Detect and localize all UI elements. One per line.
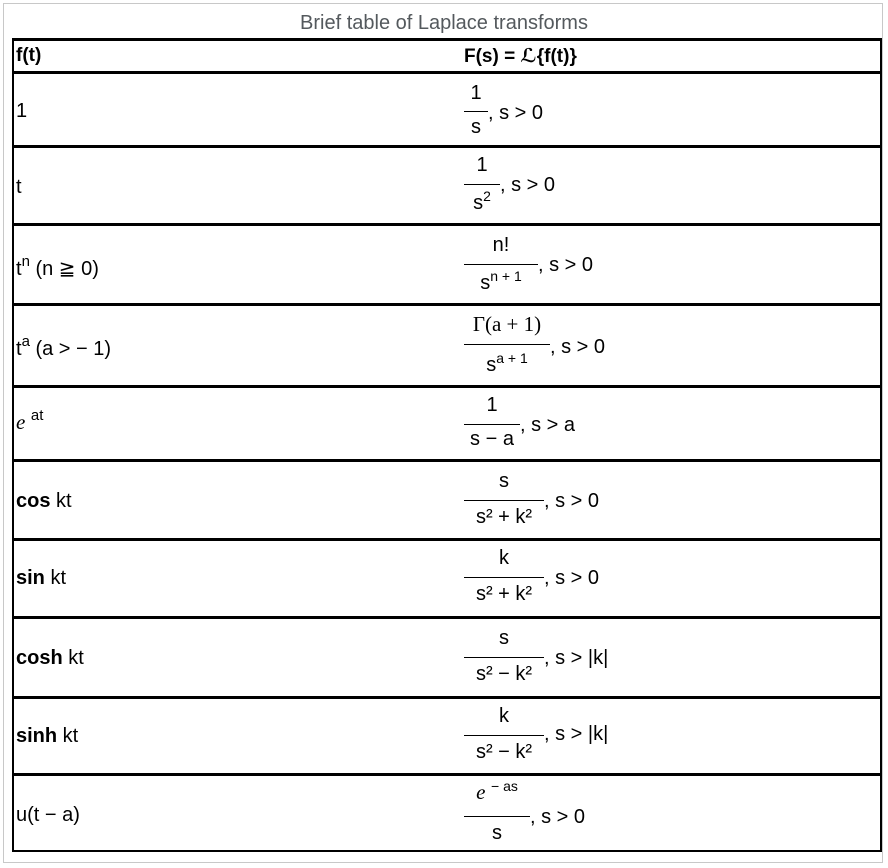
condition: , s > |k|	[544, 723, 609, 745]
fraction-numerator: n!	[492, 234, 510, 256]
f-cell: cosh kt	[16, 647, 84, 669]
laplace-table	[12, 38, 882, 852]
fraction-bar	[464, 184, 500, 185]
condition: , s > 0	[488, 102, 544, 124]
fraction-numerator: 1	[476, 154, 488, 176]
fraction-numerator: k	[499, 705, 509, 727]
fraction-numerator: k	[499, 547, 509, 569]
fraction-denominator: s² + k²	[475, 506, 533, 528]
table-row	[14, 459, 880, 538]
f-cell: u(t − a)	[16, 804, 80, 826]
f-cell: e $^{at}$	[16, 407, 44, 434]
fraction-denominator: s² − k²	[475, 663, 533, 685]
condition: , s > 0	[530, 806, 586, 828]
fraction-bar	[464, 577, 544, 578]
header-f-of-t: f(t)	[16, 45, 42, 66]
table-row	[14, 773, 880, 850]
table-row	[14, 385, 880, 459]
table-row	[14, 696, 880, 773]
table-header-row	[14, 38, 880, 71]
fraction-denominator: s	[471, 116, 481, 138]
fraction-numerator: 1	[486, 394, 498, 416]
f-cell: 1	[16, 100, 28, 122]
condition: , s > 0	[538, 254, 594, 276]
table-row	[14, 223, 880, 303]
fraction-bar	[464, 264, 538, 265]
header-laplace-transform: F(s) = ℒ{f(t)}	[464, 46, 577, 67]
table-row	[14, 71, 880, 145]
fraction-bar	[464, 816, 530, 817]
table-row	[14, 303, 880, 385]
fraction-bar	[464, 424, 520, 425]
condition: , s > 0	[500, 174, 556, 196]
fraction-numerator: s	[499, 627, 509, 649]
fraction-denominator: s² − k²	[475, 741, 533, 763]
f-cell: sin kt	[16, 567, 67, 589]
fraction-numerator: Γ(a + 1)	[472, 312, 542, 336]
fraction-bar	[464, 500, 544, 501]
fraction-numerator: e $^{- as}$	[476, 778, 518, 804]
table-caption: Brief table of Laplace transforms	[300, 12, 588, 34]
f-cell: cos kt	[16, 490, 72, 512]
fraction-denominator: s	[492, 822, 502, 844]
f-cell: t	[16, 176, 22, 198]
table-row	[14, 538, 880, 616]
condition: , s > 0	[544, 567, 600, 589]
fraction-denominator: $s^{a + 1}$	[486, 350, 528, 376]
f-cell: $t^a$ (a > − 1)	[16, 333, 112, 360]
fraction-bar	[464, 657, 544, 658]
fraction-bar	[464, 111, 488, 112]
fraction-denominator: $s^2$	[473, 188, 491, 214]
f-cell: $t^n$ (n ≧ 0)	[16, 253, 99, 280]
fraction-numerator: s	[499, 470, 509, 492]
fraction-denominator: s − a	[470, 428, 514, 450]
condition: , s > a	[520, 414, 576, 436]
fraction-denominator: $s^{n + 1}$	[480, 268, 522, 294]
f-cell: sinh kt	[16, 725, 79, 747]
condition: , s > |k|	[544, 647, 609, 669]
fraction-denominator: s² + k²	[475, 583, 533, 605]
condition: , s > 0	[544, 490, 600, 512]
table-row	[14, 145, 880, 223]
table-row	[14, 616, 880, 696]
fraction-bar	[464, 344, 550, 345]
fraction-numerator: 1	[470, 82, 482, 104]
condition: , s > 0	[550, 336, 606, 358]
fraction-bar	[464, 735, 544, 736]
